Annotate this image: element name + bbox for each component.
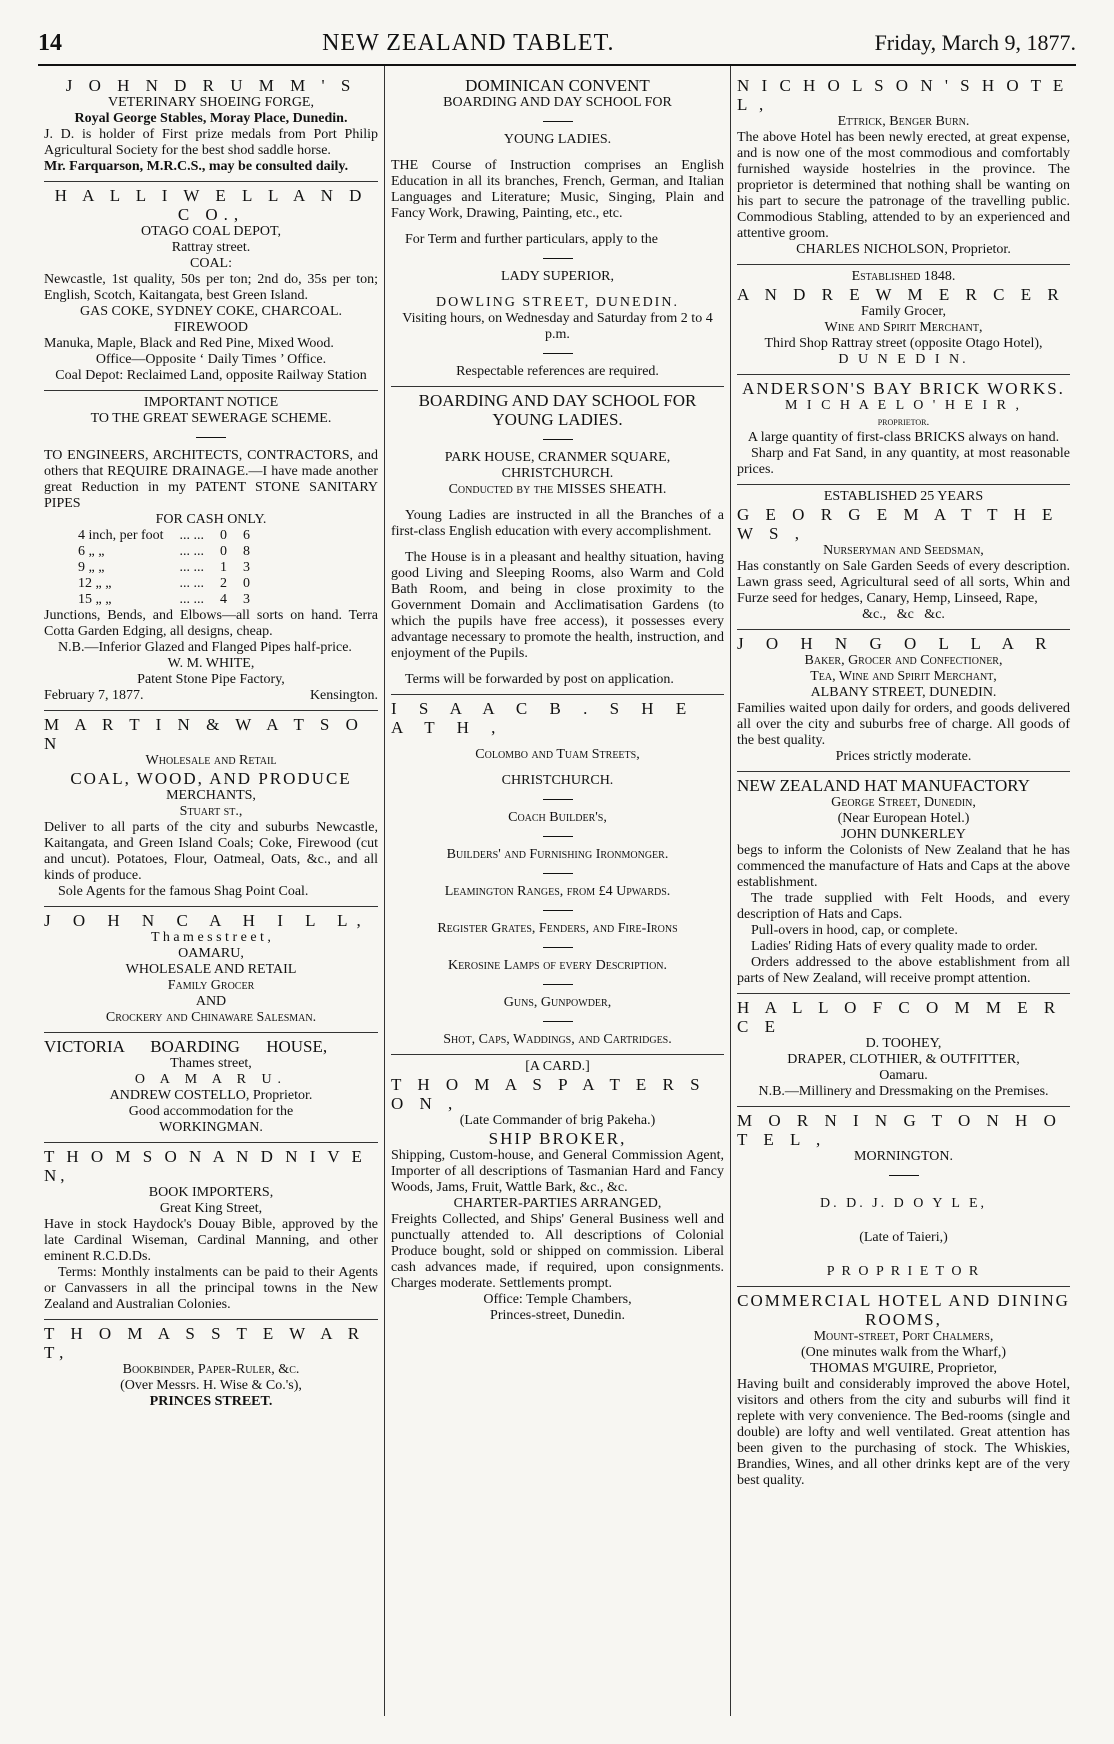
ad-body: Has constantly on Sale Garden Seeds of every description. Lawn grass seed, Agricultural seed of all sorts, Whin and Furze seed for hedges, Canary, Hemp, Linseed, Rape,	[737, 559, 1070, 606]
ad-white	[44, 391, 378, 711]
ad-victoria	[44, 1033, 378, 1143]
ad-subtitle: Wine and Spirit Merchant,	[824, 320, 983, 335]
ad-town: O A M A R U.	[134, 1072, 288, 1087]
ad-text: Good accommodation for the	[128, 1104, 294, 1119]
ad-body: Junctions, Bends, and Elbows—all sorts on hand. Terra Cotta Garden Edging, all designs, cheap.	[44, 608, 378, 639]
ad-title: H A L L I W E L L A N D C O.,	[54, 186, 368, 224]
ad-subtitle: VETERINARY SHOEING FORGE,	[108, 95, 314, 110]
ad-title: N I C H O L S O N ' S H O T E L ,	[737, 76, 1068, 114]
ad-body: The above Hotel has been newly erected, at great expense, and is now one of the most commodious and comfortably furnished wayside hostelries in the province. The proprietor is determined that nothing shall be wanting on his part to secure the patronage of the travelling public. Commodious Stabling, attended to by an experienced and attentive groom.	[737, 130, 1070, 241]
ad-note: Prices strictly moderate.	[835, 749, 972, 764]
column-3	[730, 66, 1076, 1716]
price-leader: ... ...	[179, 576, 205, 591]
ad-item: Leamington Ranges, from £4 Upwards.	[444, 884, 671, 899]
divider	[543, 353, 573, 354]
price-leader: ... ...	[179, 560, 205, 575]
ad-heading: GAS COKE, SYDNEY COKE, CHARCOAL. FIREWOOD	[80, 304, 342, 335]
ad-address: ALBANY STREET, DUNEDIN.	[810, 685, 997, 700]
ad-body: Have in stock Haydock's Douay Bible, approved by the late Cardinal Wiseman, Cardinal Manning, and other eminent R.C.D.Ds.	[44, 1217, 378, 1264]
ad-heading: SHIP BROKER,	[488, 1129, 627, 1148]
divider	[543, 984, 573, 985]
ad-subtitle: OTAGO COAL DEPOT,	[140, 224, 282, 239]
ad-subtitle: Family Grocer,	[861, 304, 946, 319]
ad-hours: Visiting hours, on Wednesday and Saturday from 2 to 4 p.m.	[402, 311, 713, 342]
ad-item: Kerosine Lamps of every Description.	[447, 958, 668, 973]
price-size: 9 „ „	[78, 560, 105, 575]
ad-sheath-school	[391, 387, 724, 695]
ad-address: (Near European Hotel.)	[837, 811, 970, 826]
ad-office: Office—Opposite ‘ Daily Times ’ Office.	[95, 352, 327, 367]
ad-town: MORNINGTON.	[854, 1149, 953, 1164]
price-leader: ... ...	[179, 592, 205, 607]
ad-mornington-hotel	[737, 1107, 1070, 1287]
ad-heading: CHARTER-PARTIES ARRANGED,	[453, 1196, 662, 1211]
price-pence: 8	[243, 544, 251, 559]
price-pence: 6	[243, 528, 251, 543]
column-1	[38, 66, 384, 1716]
ad-town: Oamaru.	[879, 1068, 928, 1083]
ad-heading: FOR CASH ONLY.	[155, 512, 267, 527]
ad-body: Young Ladies are instructed in all the Branches of a first-class English education with every accomplishment.	[391, 508, 724, 539]
ad-title: VICTORIA BOARDING HOUSE,	[44, 1037, 328, 1056]
price-row	[70, 544, 258, 560]
ad-note: Respectable references are required.	[456, 364, 659, 379]
ad-street: PRINCES STREET.	[149, 1394, 273, 1409]
ad-subtitle: Nurseryman and Seedsman,	[823, 543, 984, 558]
ad-title: J O H N G O L L A R	[737, 634, 1056, 653]
ad-note: Sole Agents for the famous Shag Point Coal.	[58, 884, 309, 899]
ad-role: P R O P R I E T O R	[826, 1264, 981, 1279]
divider	[543, 947, 573, 948]
ad-proprietor: M I C H A E L O ' H E I R ,	[784, 398, 1022, 413]
ad-note: Mr. Farquarson, M.R.C.S., may be consulted daily.	[44, 159, 349, 174]
ad-subtitle: DRAPER, CLOTHIER, & OUTFITTER,	[787, 1052, 1020, 1067]
ad-address: George Street, Dunedin,	[831, 795, 976, 810]
ad-hat-manufactory	[737, 772, 1070, 994]
page-header	[38, 30, 1076, 62]
ad-subtitle: Tea, Wine and Spirit Merchant,	[810, 669, 997, 684]
ad-item-list	[391, 799, 724, 1048]
ad-role: proprietor.	[877, 416, 930, 428]
ad-body: A large quantity of first-class BRICKS always on hand.	[747, 430, 1060, 445]
ad-proprietor: THOMAS M'GUIRE, Proprietor,	[809, 1361, 998, 1376]
price-table	[70, 528, 258, 608]
divider	[889, 1175, 919, 1176]
ad-item: Builders' and Furnishing Ironmonger.	[446, 847, 669, 862]
ad-text: AND	[195, 994, 227, 1009]
ad-label: [A CARD.]	[525, 1059, 590, 1074]
ad-item: Register Grates, Fenders, and Fire-Irons	[437, 921, 678, 936]
ad-subtitle: BOARDING AND DAY SCHOOL FOR	[443, 95, 672, 110]
ad-town: OAMARU,	[178, 946, 244, 961]
issue-date: Friday, March 9, 1877.	[874, 30, 1076, 55]
price-shillings: 0	[220, 544, 228, 559]
column-2	[384, 66, 730, 1716]
ad-title: T H O M S O N A N D N I V E N,	[44, 1147, 366, 1185]
ad-heading: MERCHANTS,	[166, 788, 256, 803]
ad-title: T H O M A S P A T E R S O N ,	[391, 1075, 706, 1113]
price-row	[70, 560, 258, 576]
ad-hall-of-commerce	[737, 994, 1070, 1107]
ad-address: Colombo and Tuam Streets,	[475, 747, 640, 762]
ad-title: J O H N C A H I L L,	[44, 911, 370, 930]
ad-title: BOARDING AND DAY SCHOOL FOR YOUNG LADIES.	[418, 391, 697, 429]
ad-body: Newcastle, 1st quality, 50s per ton; 2nd do, 35s per ton; English, Scotch, Kaitangata, best Green Island.	[44, 272, 378, 303]
ad-title: T H O M A S S T E W A R T,	[44, 1324, 366, 1362]
ad-title: G E O R G E M A T T H E W S ,	[737, 505, 1059, 543]
price-shillings: 0	[220, 528, 228, 543]
ad-address: Royal George Stables, Moray Place, Dunedin.	[74, 111, 348, 126]
ad-subtitle: Ettrick, Benger Burn.	[837, 114, 970, 129]
ad-title: TO THE GREAT SEWERAGE SCHEME.	[90, 411, 332, 426]
ad-city: CHRISTCHURCH.	[501, 773, 614, 788]
divider	[543, 121, 573, 122]
ad-body: Freights Collected, and Ships' General Business well and punctually attended to. All descriptions of Colonial Produce bought, sold or shipped on commission. Liberal cash advances made, if required, upon consignments. Charges moderate. Settlements prompt.	[391, 1212, 724, 1291]
ad-place: Kensington.	[309, 688, 378, 703]
ad-subtitle: Baker, Grocer and Confectioner,	[804, 653, 1003, 668]
ad-title: J O H N D R U M M ' S	[65, 76, 357, 95]
ad-subtitle: (Late Commander of brig Pakeha.)	[459, 1113, 656, 1128]
ad-established: Established 1848.	[851, 269, 956, 284]
ad-note: N.B.—Inferior Glazed and Flanged Pipes half-price.	[58, 640, 352, 655]
divider	[543, 439, 573, 440]
ad-city: D U N E D I N.	[838, 352, 969, 367]
masthead-title: NEW ZEALAND TABLET.	[322, 30, 615, 56]
ad-date: February 7, 1877.	[44, 688, 144, 703]
price-size: 6 „ „	[78, 544, 105, 559]
divider	[543, 836, 573, 837]
ad-subtitle: Crockery and Chinaware Salesman.	[105, 1010, 317, 1025]
ad-gollar	[737, 630, 1070, 772]
price-leader: ... ...	[179, 544, 205, 559]
ad-contact: LADY SUPERIOR,	[500, 269, 615, 284]
ad-heading: COAL:	[190, 256, 232, 271]
price-size: 4 inch, per foot	[78, 528, 164, 543]
ad-text: &c., &c &c.	[862, 607, 945, 622]
ad-isaac-sheath	[391, 695, 724, 1055]
ad-proprietor: D. TOOHEY,	[865, 1036, 942, 1051]
ad-city: CHRISTCHURCH.	[501, 466, 614, 481]
ad-body: The House is in a pleasant and healthy situation, having good Living and Sleeping Rooms, also Warm and Cold Bath Room, and being in close proximity to the Government Domain and Acclimatisation Gardens (to which the pupils have free access), it possesses every advantage necessary to promote the health, instruction, and enjoyment of the Pupils.	[391, 550, 724, 661]
ad-proprietor: D. D. J. D O Y L E,	[819, 1196, 988, 1211]
ad-subtitle: (One minutes walk from the Wharf,)	[800, 1345, 1006, 1360]
price-size: 15 „ „	[78, 592, 112, 607]
ad-anderson-brick	[737, 375, 1070, 485]
ad-drummond	[44, 72, 378, 182]
ad-address: Princes-street, Dunedin.	[490, 1308, 625, 1323]
divider	[543, 910, 573, 911]
ad-heading: WORKINGMAN.	[159, 1120, 263, 1135]
ad-title: M A R T I N & W A T S O N	[44, 715, 364, 753]
ad-terms: Terms: Monthly instalments can be paid to their Agents or Canvassers in all the principal towns in the New Zealand and Australian Colonies.	[44, 1265, 378, 1312]
ad-title: A N D R E W M E R C E R	[737, 285, 1065, 304]
ad-stewart	[44, 1320, 378, 1416]
ad-commercial-hotel	[737, 1287, 1070, 1495]
ad-body: Deliver to all parts of the city and suburbs Newcastle, Kaitangata, and Green Island Coals; Coke, Firewood (cut and uncut). Potatoes, Flour, Oatmeal, Oats, &c., and all kinds of produce.	[44, 820, 378, 883]
ad-item: Coach Builder's,	[508, 810, 607, 825]
ad-address: T h a m e s s t r e e t ,	[151, 930, 271, 945]
price-shillings: 4	[220, 592, 228, 607]
ad-proprietor: JOHN DUNKERLEY	[841, 827, 966, 842]
ad-body: Ladies' Riding Hats of every quality made to order.	[751, 939, 1038, 954]
ad-nicholson	[737, 72, 1070, 265]
ad-title: NEW ZEALAND HAT MANUFACTORY	[737, 776, 1030, 795]
price-pence: 3	[243, 592, 251, 607]
ad-address: Thames street,	[170, 1056, 252, 1071]
ad-established: ESTABLISHED 25 YEARS	[823, 489, 984, 504]
ad-body: J. D. is holder of First prize medals from Port Philip Agricultural Society for the best shod saddle horse.	[44, 127, 378, 158]
ad-footer	[44, 688, 378, 704]
ad-mercer	[737, 265, 1070, 375]
ad-title: DOMINICAN CONVENT	[465, 76, 650, 95]
ad-halliwell	[44, 182, 378, 391]
price-row	[70, 576, 258, 592]
ad-body: TO ENGINEERS, ARCHITECTS, CONTRACTORS, and others that REQUIRE DRAINAGE.—I have made another great Reduction in my PATENT STONE SANITARY PIPES	[44, 448, 378, 511]
divider	[543, 799, 573, 800]
price-row	[70, 528, 258, 544]
ad-address: DOWLING STREET, DUNEDIN.	[436, 295, 679, 310]
divider	[543, 873, 573, 874]
price-pence: 3	[243, 560, 251, 575]
ad-body: The trade supplied with Felt Hoods, and every description of Hats and Caps.	[737, 891, 1070, 922]
ad-title: H A L L O F C O M M E R C E	[737, 998, 1062, 1036]
price-pence: 0	[243, 576, 251, 591]
ad-address: Rattray street.	[171, 240, 251, 255]
ad-proprietor: CHARLES NICHOLSON, Proprietor.	[796, 242, 1011, 257]
ad-terms: Terms will be forwarded by post on application.	[405, 672, 674, 687]
ad-body: THE Course of Instruction comprises an English Education in all its branches, French, German, and Italian Languages and Literature; Music, Singing, Plain and Fancy Work, Drawing, Painting, etc., etc.	[391, 158, 724, 221]
ad-body: Having built and considerably improved the above Hotel, visitors and others from the city and suburbs will find it replete with very convenience. The Bed-rooms (single and double) are lofty and well ventilated. Great attention has been given to the purchasing of stock. The Whiskies, Brandies, Wines, and all other drinks kept are of the very best quality.	[737, 1377, 1070, 1488]
ad-signature: W. M. WHITE,	[167, 656, 255, 671]
ad-depot: Coal Depot: Reclaimed Land, opposite Railway Station	[55, 368, 367, 383]
ad-title: I S A A C B . S H E A T H ,	[391, 699, 696, 737]
ad-title: M O R N I N G T O N H O T E L ,	[737, 1111, 1062, 1149]
price-row	[70, 592, 258, 608]
ad-body: Manuka, Maple, Black and Red Pine, Mixed Wood.	[44, 336, 334, 351]
ad-body: Pull-overs in hood, cap, or complete.	[751, 923, 958, 938]
ad-terms: For Term and further particulars, apply to the	[405, 232, 659, 247]
ad-subtitle: Wholesale and Retail	[145, 753, 277, 768]
ad-martin-watson	[44, 711, 378, 907]
ad-note: (Late of Taieri,)	[859, 1230, 948, 1245]
ad-office: Office: Temple Chambers,	[483, 1292, 632, 1307]
ad-subtitle: Conducted by the MISSES SHEATH.	[448, 482, 667, 497]
divider	[543, 1021, 573, 1022]
price-leader: ... ...	[179, 528, 205, 543]
price-size: 12 „ „	[78, 576, 112, 591]
ad-cahill	[44, 907, 378, 1033]
ad-note: N.B.—Millinery and Dressmaking on the Premises.	[758, 1084, 1049, 1099]
ad-matthews	[737, 485, 1070, 630]
ad-heading: IMPORTANT NOTICE	[143, 395, 279, 410]
ad-title: COMMERCIAL HOTEL AND DINING ROOMS,	[737, 1291, 1070, 1329]
ad-address: (Over Messrs. H. Wise & Co.'s),	[120, 1378, 302, 1393]
ad-address: Patent Stone Pipe Factory,	[137, 672, 285, 687]
ad-address: PARK HOUSE, CRANMER SQUARE,	[444, 450, 671, 465]
ad-paterson	[391, 1055, 724, 1330]
page-number: 14	[38, 30, 62, 56]
ad-body: Orders addressed to the above establishment from all parts of New Zealand, will receive prompt attention.	[737, 955, 1070, 986]
ad-subtitle: BOOK IMPORTERS,	[148, 1185, 274, 1200]
ad-title: ANDERSON'S BAY BRICK WORKS.	[742, 379, 1065, 398]
ad-address: Mount-street, Port Chalmers,	[813, 1329, 994, 1344]
columns	[38, 66, 1076, 1716]
ad-heading: YOUNG LADIES.	[503, 132, 612, 147]
ad-heading: WHOLESALE AND RETAIL	[125, 962, 297, 977]
ad-dominican-convent	[391, 72, 724, 387]
ad-body: Shipping, Custom-house, and General Commission Agent, Importer of all descriptions of Tasmanian Hard and Fancy Woods, Jams, Fruit, Wattle Bark, &c., &c.	[391, 1148, 724, 1195]
price-shillings: 2	[220, 576, 228, 591]
divider	[196, 437, 226, 438]
ad-body: begs to inform the Colonists of New Zealand that he has commenced the manufacture of Hats and Caps at the above establishment.	[737, 843, 1070, 890]
ad-body: Families waited upon daily for orders, and goods delivered all over the city and suburbs free of charge. All goods of the best quality.	[737, 701, 1070, 748]
ad-address: Great King Street,	[159, 1201, 263, 1216]
ad-subtitle: Bookbinder, Paper-Ruler, &c.	[122, 1362, 300, 1377]
price-shillings: 1	[220, 560, 228, 575]
ad-proprietor: ANDREW COSTELLO, Proprietor.	[109, 1088, 313, 1103]
ad-item: Guns, Gunpowder,	[503, 995, 612, 1010]
divider	[543, 258, 573, 259]
ad-thomson-niven	[44, 1143, 378, 1320]
ad-item: Shot, Caps, Waddings, and Cartridges.	[443, 1032, 672, 1047]
ad-address: Third Shop Rattray street (opposite Otago Hotel),	[764, 336, 1043, 351]
ad-address: Stuart st.,	[179, 804, 243, 819]
ad-body: Sharp and Fat Sand, in any quantity, at most reasonable prices.	[737, 446, 1070, 477]
ad-subtitle: Family Grocer	[167, 978, 255, 993]
ad-heading: COAL, WOOD, AND PRODUCE	[70, 769, 352, 788]
